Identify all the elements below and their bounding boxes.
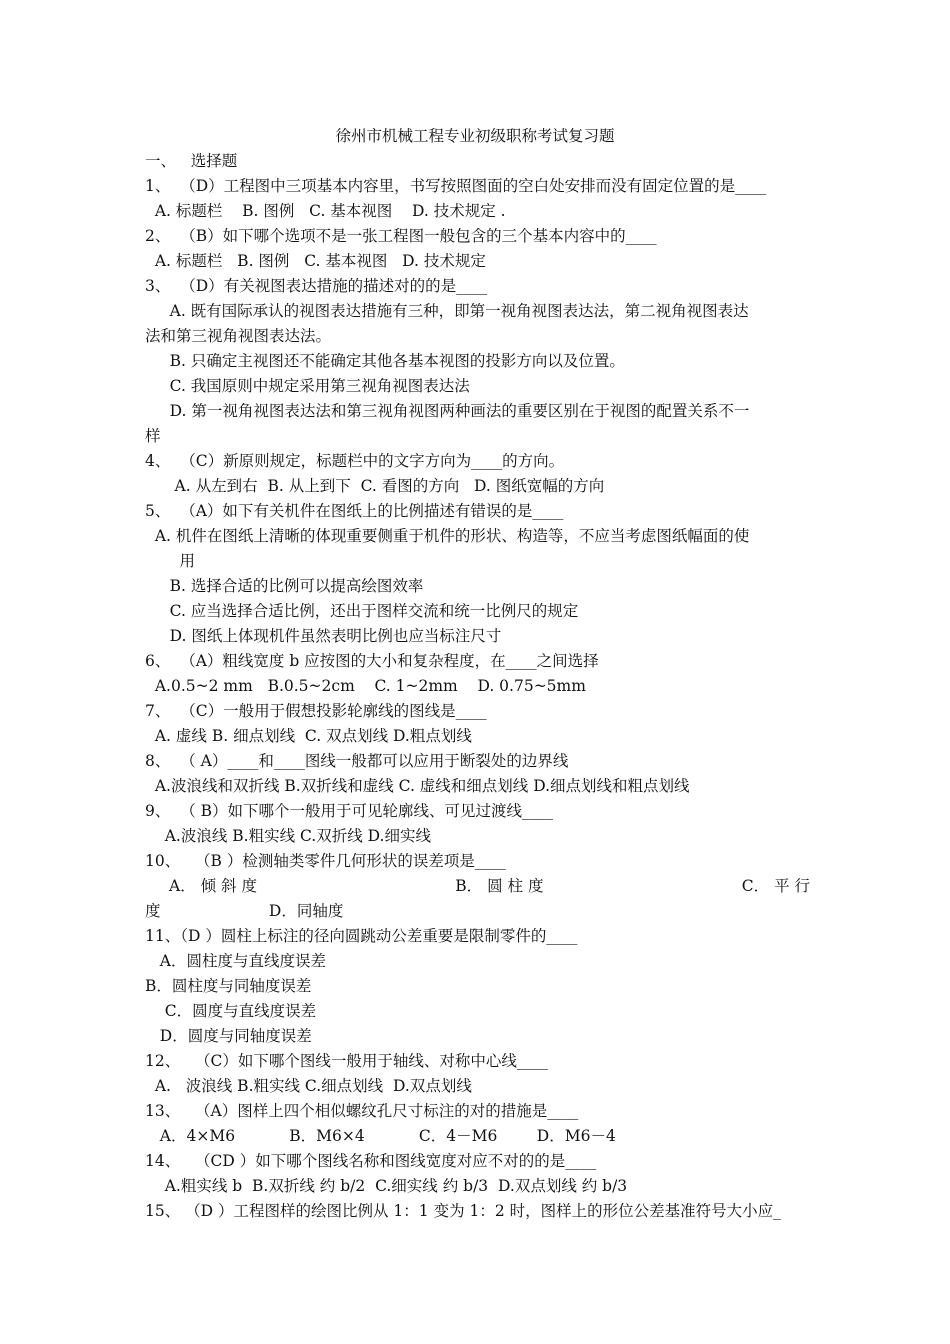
question-5-option-b: B. 选择合适的比例可以提高绘图效率 — [145, 577, 424, 595]
question-10: 10、 （B ）检测轴类零件几何形状的误差项是____ — [145, 852, 506, 870]
question-13-options: A．4×M6 B．M6×4 C．4－M6 D．M6－4 — [145, 1127, 616, 1145]
question-6-options: A.0.5~2 mm B.0.5~2cm C. 1~2mm D. 0.75~5mm — [145, 677, 586, 695]
question-5-option-a-cont: 用 — [145, 552, 195, 570]
question-4-options: A. 从左到右 B. 从上到下 C. 看图的方向 D. 图纸宽幅的方向 — [145, 477, 605, 495]
question-5-option-d: D. 图纸上体现机件虽然表明比例也应当标注尺寸 — [145, 627, 502, 645]
question-14-options: A.粗实线 b B.双折线 约 b/2 C.细实线 约 b/3 D.双点划线 约 b/3 — [145, 1177, 628, 1195]
question-6: 6、 （A）粗线宽度 b 应按图的大小和复杂程度，在____之间选择 — [145, 652, 599, 670]
question-2-options: A. 标题栏 B. 图例 C. 基本视图 D. 技术规定 — [145, 252, 486, 270]
question-11-option-a: A．圆柱度与直线度误差 — [145, 952, 326, 970]
question-8-options: A.波浪线和双折线 B.双折线和虚线 C. 虚线和细点划线 D.细点划线和粗点划线 — [145, 777, 690, 795]
question-2: 2、 （B）如下哪个选项不是一张工程图一般包含的三个基本内容中的____ — [145, 227, 657, 245]
question-3-option-d-cont: 样 — [145, 427, 161, 445]
question-4: 4、 （C）新原则规定，标题栏中的文字方向为____的方向。 — [145, 452, 565, 470]
question-3-option-d: D. 第一视角视图表达法和第三视角视图两种画法的重要区别在于视图的配置关系不一 — [145, 402, 750, 420]
question-13: 13、 （A）图样上四个相似螺纹孔尺寸标注的对的措施是____ — [145, 1102, 579, 1120]
question-10-option-a: A． 倾 斜 度 — [169, 877, 257, 895]
question-8: 8、 （ A）____和____图线一般都可以应用于断裂处的边界线 — [145, 752, 569, 770]
question-10-option-c: C． 平 行 — [741, 877, 810, 895]
section-heading: 一、 选择题 — [145, 152, 238, 170]
question-11-option-b: B．圆柱度与同轴度误差 — [145, 977, 312, 995]
question-7: 7、 （C）一般用于假想投影轮廓线的图线是____ — [145, 702, 487, 720]
question-10-option-b: B． 圆 柱 度 — [455, 877, 544, 895]
question-11-option-d: D．圆度与同轴度误差 — [145, 1027, 312, 1045]
question-12: 12、 （C）如下哪个图线一般用于轴线、对称中心线____ — [145, 1052, 548, 1070]
question-5-option-c: C. 应当选择合适比例，还出于图样交流和统一比例尺的规定 — [145, 602, 579, 620]
question-3-option-b: B. 只确定主视图还不能确定其他各基本视图的投影方向以及位置。 — [145, 352, 625, 370]
question-9: 9、 （ B）如下哪个一般用于可见轮廓线、可见过渡线____ — [145, 802, 554, 820]
question-1: 1、 （D）工程图中三项基本内容里，书写按照图面的空白处安排而没有固定位置的是____ — [145, 177, 767, 195]
question-7-options: A. 虚线 B. 细点划线 C. 双点划线 D.粗点划线 — [145, 727, 472, 745]
question-3: 3、 （D）有关视图表达措施的描述对的的是____ — [145, 277, 488, 295]
question-14: 14、 （CD ）如下哪个图线名称和图线宽度对应不对的的是____ — [145, 1152, 597, 1170]
question-10-options-cont: 度 D．同轴度 — [145, 902, 344, 920]
question-15: 15、 （D ）工程图样的绘图比例从 1：1 变为 1：2 时，图样上的形位公差基准符号大小应_ — [145, 1202, 781, 1220]
question-10-options — [145, 874, 810, 898]
question-3-option-a: A. 既有国际承认的视图表达措施有三种，即第一视角视图表达法，第二视角视图表达 — [145, 302, 749, 320]
question-11: 11、（D ）圆柱上标注的径向圆跳动公差重要是限制零件的____ — [145, 927, 578, 945]
question-12-options: A. 波浪线 B.粗实线 C.细点划线 D.双点划线 — [145, 1077, 472, 1095]
question-3-option-c: C. 我国原则中规定采用第三视角视图表达法 — [145, 377, 470, 395]
question-5-option-a: A. 机件在图纸上清晰的体现重要侧重于机件的形状、构造等，不应当考虑图纸幅面的使 — [145, 527, 750, 545]
question-9-options: A.波浪线 B.粗实线 C.双折线 D.细实线 — [145, 827, 431, 845]
question-3-option-a-cont: 法和第三视角视图表达法。 — [145, 327, 332, 345]
question-11-option-c: C．圆度与直线度误差 — [145, 1002, 317, 1020]
question-5: 5、 （A）如下有关机件在图纸上的比例描述有错误的是____ — [145, 502, 564, 520]
question-1-options: A. 标题栏 B. 图例 C. 基本视图 D. 技术规定 . — [145, 202, 506, 220]
document-title: 徐州市机械工程专业初级职称考试复习题 — [335, 127, 615, 145]
